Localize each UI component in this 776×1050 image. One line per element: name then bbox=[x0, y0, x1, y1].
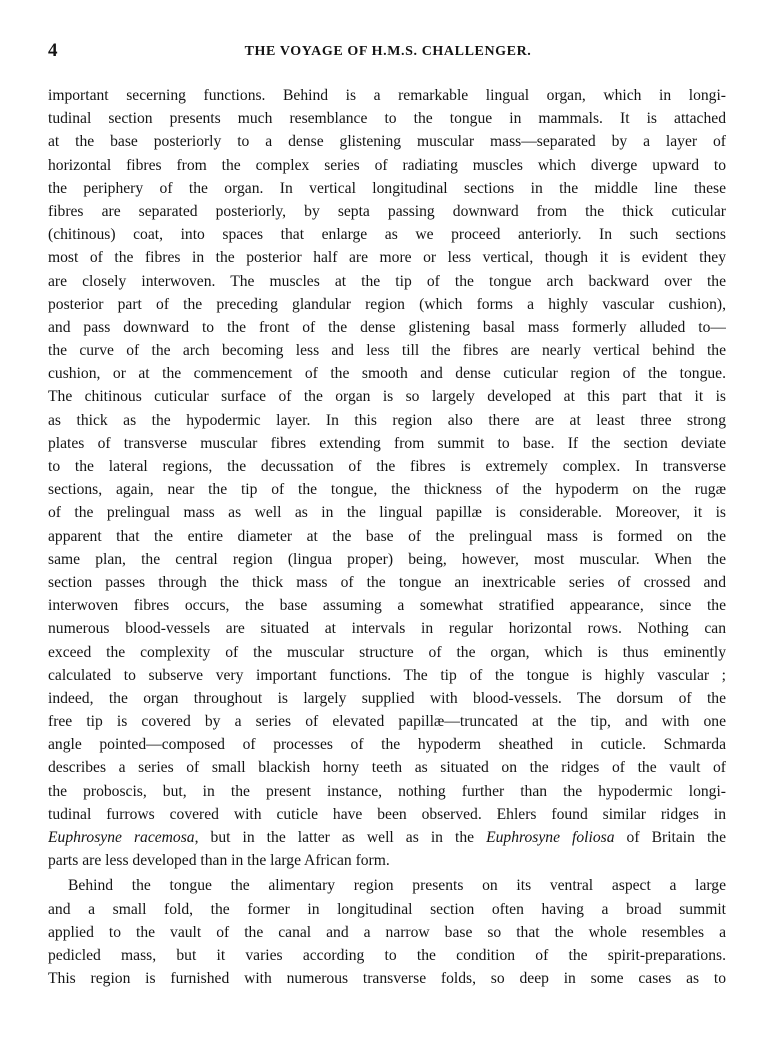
text-line: the periphery of the organ. In vertical longitudinal sections in the middle line these bbox=[48, 179, 726, 197]
text-line: and a small fold, the former in longitudinal section often having a broad summit bbox=[48, 900, 726, 918]
text-line: are closely interwoven. The muscles at the tip of the tongue arch backward over the bbox=[48, 272, 726, 290]
text-line: describes a series of small blackish horny teeth as situated on the ridges of the vault of bbox=[48, 759, 726, 777]
text-line-first: Behind the tongue the alimentary region presents on its ventral aspect a large bbox=[68, 877, 726, 895]
text-line: This region is furnished with numerous transverse folds, so deep in some cases as to bbox=[48, 970, 726, 988]
text-line: at the base posteriorly to a dense glistening muscular mass—separated by a layer of bbox=[48, 133, 726, 151]
text-line: the proboscis, but, in the present instance, nothing further than the hypodermic longi- bbox=[48, 782, 726, 800]
text-line: horizontal fibres from the complex series of radiating muscles which diverge upward to bbox=[48, 156, 726, 174]
text-line: (chitinous) coat, into spaces that enlarge as we proceed anteriorly. In such sections bbox=[48, 226, 726, 244]
text-line-species bbox=[48, 826, 726, 849]
text-line: same plan, the central region (lingua proper) being, however, most muscular. When the bbox=[48, 550, 726, 568]
text-line: angle pointed—composed of processes of the hypoderm sheathed in cuticle. Schmarda bbox=[48, 736, 726, 754]
body-text bbox=[48, 84, 726, 990]
text-line: fibres are separated posteriorly, by septa passing downward from the thick cuticular bbox=[48, 202, 726, 220]
text-fragment: of Britain the bbox=[614, 829, 726, 846]
text-line: sections, again, near the tip of the tongue, the thickness of the hypoderm on the rugæ bbox=[48, 481, 726, 499]
species-name: Euphrosyne racemosa bbox=[48, 829, 195, 846]
text-line: exceed the complexity of the muscular structure of the organ, which is thus eminently bbox=[48, 643, 726, 661]
text-line: and pass downward to the front of the dense glistening basal mass formerly alluded to— bbox=[48, 318, 726, 336]
text-line: calculated to subserve very important functions. The tip of the tongue is highly vascular ; bbox=[48, 666, 726, 684]
text-line: cushion, or at the commencement of the smooth and dense cuticular region of the tongue. bbox=[48, 365, 726, 383]
paragraph-1 bbox=[48, 84, 726, 872]
text-line: of the prelingual mass as well as in the lingual papillæ is considerable. Moreover, it is bbox=[48, 504, 726, 522]
text-line: most of the fibres in the posterior half are more or less vertical, though it is evident they bbox=[48, 249, 726, 267]
text-line-last: parts are less developed than in the large African form. bbox=[48, 852, 390, 870]
text-line: important secerning functions. Behind is a remarkable lingual organ, which in longi- bbox=[48, 87, 726, 104]
text-line: indeed, the organ throughout is largely supplied with blood-vessels. The dorsum of the bbox=[48, 689, 726, 707]
text-line: free tip is covered by a series of elevated papillæ—truncated at the tip, and with one bbox=[48, 713, 726, 731]
text-line: interwoven fibres occurs, the base assuming a somewhat stratified appearance, since the bbox=[48, 597, 726, 615]
text-line: posterior part of the preceding glandular region (which forms a highly vascular cushion), bbox=[48, 295, 726, 313]
text-line: The chitinous cuticular surface of the organ is so largely developed at this part that it is bbox=[48, 388, 726, 406]
text-line: applied to the vault of the canal and a narrow base so that the whole resembles a bbox=[48, 923, 726, 941]
text-line: tudinal section presents much resemblance to the tongue in mammals. It is attached bbox=[48, 110, 726, 128]
running-title: THE VOYAGE OF H.M.S. CHALLENGER. bbox=[244, 44, 532, 59]
text-fragment: , but in the latter as well as in the bbox=[194, 829, 487, 846]
text-line: the curve of the arch becoming less and less till the fibres are nearly vertical behind the bbox=[48, 342, 726, 360]
page-number: 4 bbox=[48, 40, 58, 61]
text-line: section passes through the thick mass of the tongue an inextricable series of crossed and bbox=[48, 573, 726, 591]
text-line: as thick as the hypodermic layer. In this region also there are at least three strong bbox=[48, 411, 726, 429]
species-name: Euphrosyne foliosa bbox=[486, 829, 615, 846]
text-line: to the lateral regions, the decussation of the fibres is extremely complex. In transverse bbox=[48, 458, 726, 475]
text-line: numerous blood-vessels are situated at intervals in regular horizontal rows. Nothing can bbox=[48, 620, 726, 638]
text-line: tudinal furrows covered with cuticle have been observed. Ehlers found similar ridges in bbox=[48, 805, 726, 823]
paragraph-2 bbox=[48, 874, 726, 990]
text-line: pedicled mass, but it varies according to the condition of the spirit-preparations. bbox=[48, 946, 726, 964]
text-line: plates of transverse muscular fibres extending from summit to base. If the section deviate bbox=[48, 434, 726, 452]
text-line: apparent that the entire diameter at the base of the prelingual mass is formed on the bbox=[48, 527, 726, 545]
